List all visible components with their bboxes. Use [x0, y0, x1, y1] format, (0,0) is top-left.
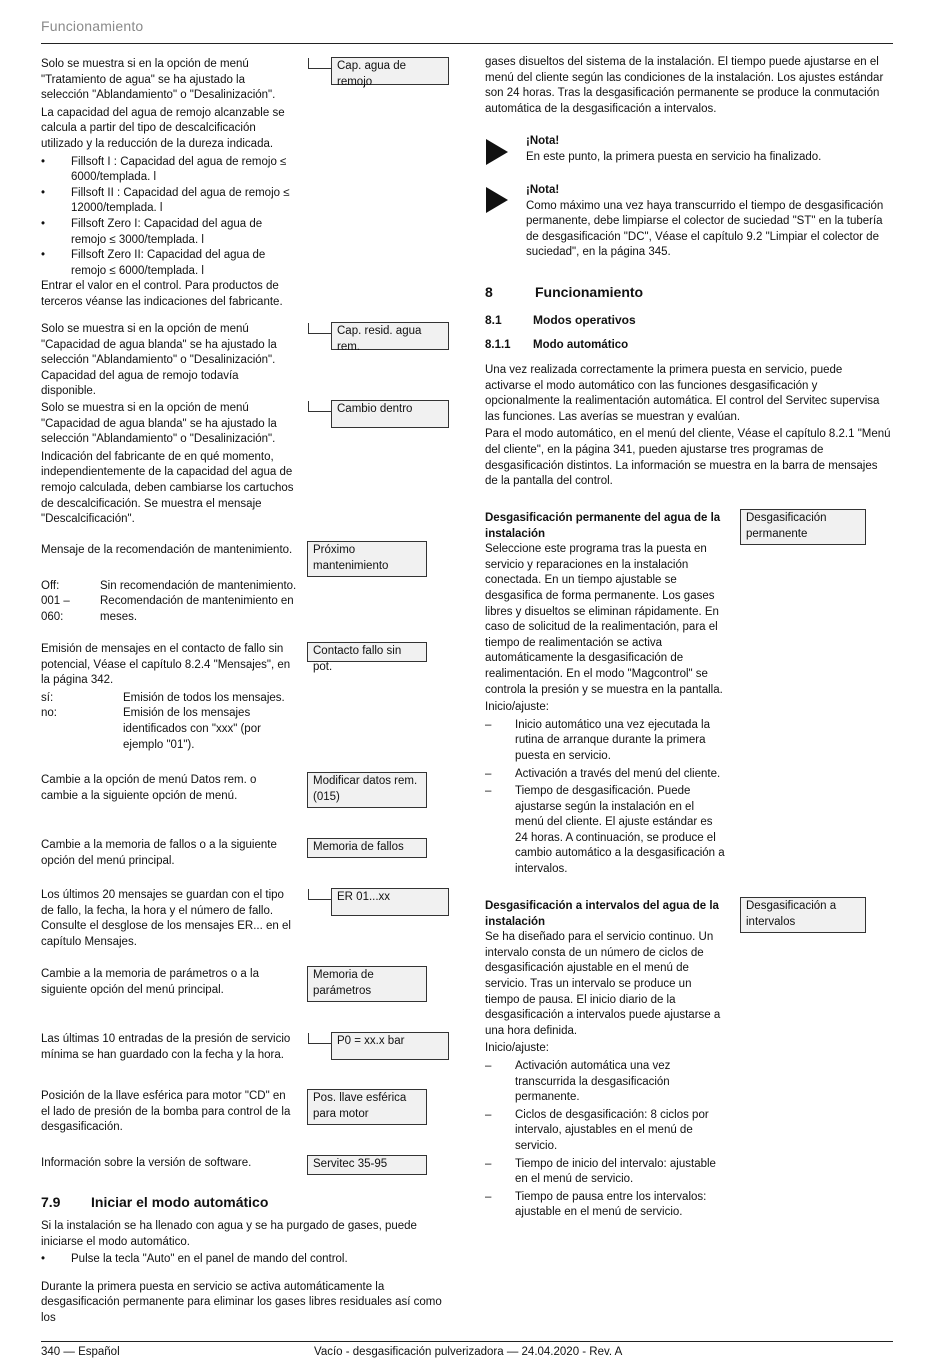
modo-automatico-body	[485, 363, 891, 492]
cambio-para-2: Indicación del fabricante de en qué momento, independientemente de la capacidad del agua de remojo calculada, deben cambiarse los cartuchos de descalcificación. Se muestra el mensaje "Descalcificación".	[41, 450, 294, 526]
footer-document-title: Vacío - desgasificación pulverizadora — 24.04.2020 - Rev. A	[314, 1346, 623, 1358]
remojo-para-3: Entrar el valor en el control. Para productos de terceros véanse las indicaciones del fabricante.	[41, 280, 283, 308]
menu-box-cap-resid: Cap. resid. agua rem.	[331, 322, 449, 350]
note-text: En este punto, la primera puesta en servicio ha finalizado.	[526, 150, 822, 163]
contacto-description	[41, 642, 293, 753]
remojo-para-2: La capacidad del agua de remojo alcanzable se calcula a partir del tipo de descalcificación utilizado y la reducción de la dureza indicada.	[41, 106, 285, 150]
heading-title: Modos operativos	[533, 313, 636, 327]
menu-box-modificar-datos: Modificar datos rem. (015)	[307, 772, 427, 808]
definition-value: Emisión de los mensajes identificados con "xxx" (por ejemplo "01").	[123, 707, 261, 751]
header-rule	[41, 43, 893, 44]
contacto-text: Emisión de mensajes en el contacto de fallo sin potencial, Véase el capítulo 8.2.4 "Mensajes", en la página 342.	[41, 643, 291, 687]
mantenimiento-description	[41, 543, 299, 625]
memoria-fallos-description: Cambie a la memoria de fallos o a la siguiente opción del menú principal.	[41, 839, 277, 867]
sec79-para-1: Si la instalación se ha llenado con agua y se ha purgado de gases, puede iniciarse el modo automático.	[41, 1220, 417, 1248]
menu-box-memoria-fallos: Memoria de fallos	[307, 838, 427, 858]
inicio-label: Inicio/ajuste:	[485, 1042, 549, 1055]
cambio-para-1: Solo se muestra si en la opción de menú "Capacidad de agua blanda" se ha ajustado la selección "Ablandamiento" o "Desalinización".	[41, 402, 277, 446]
menu-box-servitec: Servitec 35-95	[307, 1155, 427, 1175]
inicio-label: Inicio/ajuste:	[485, 701, 549, 714]
subsection-title: Desgasificación permanente del agua de la instalación	[485, 512, 721, 540]
heading-title: Iniciar el modo automático	[91, 1194, 269, 1210]
p0-description: Las últimas 10 entradas de la presión de servicio mínima se han guardado con la fecha y la hora.	[41, 1033, 291, 1061]
list-item: – Activación a través del menú del cliente.	[485, 767, 725, 783]
heading-number: 8	[485, 284, 493, 300]
remojo-para-1: Solo se muestra si en la opción de menú "Tratamiento de agua" se ha ajustado la selección "Ablandamiento" o "Desalinización".	[41, 58, 276, 102]
list-item: – Activación automática una vez transcurrida la desgasificación permanente.	[485, 1059, 725, 1106]
mantenimiento-text: Mensaje de la recomendación de mantenimiento.	[41, 544, 293, 556]
resid-description: Solo se muestra si en la opción de menú "Capacidad de agua blanda" se ha ajustado la selección "Ablandamiento" o "Desalinización". Capacidad del agua de remojo todavía disponible.	[41, 323, 277, 398]
definition-value: Sin recomendación de mantenimiento.	[100, 579, 297, 592]
definition-value: Emisión de todos los mensajes.	[123, 691, 285, 704]
sec79-body	[41, 1219, 449, 1329]
note-title: ¡Nota!	[526, 135, 560, 147]
list-item: • Fillsoft Zero II: Capacidad del agua de remojo ≤ 6000/templada. l	[41, 248, 296, 279]
list-item: • Fillsoft I : Capacidad del agua de remojo ≤ 6000/templada. l	[41, 155, 296, 186]
heading-number: 8.1	[485, 313, 502, 327]
heading-7-9	[41, 1194, 268, 1210]
note-2	[526, 183, 891, 261]
subsection-title: Desgasificación a intervalos del agua de la instalación	[485, 900, 719, 928]
list-item: – Inicio automático una vez ejecutada la rutina de arranque durante la primera puesta en servicio.	[485, 718, 725, 765]
list-item: • Pulse la tecla "Auto" en el panel de mando del control.	[41, 1252, 449, 1268]
footer-page-number: 340 — Español	[41, 1346, 120, 1358]
note-1	[526, 134, 891, 165]
subsection-text: Seleccione este programa tras la puesta en servicio y reparaciones en la instalación conectada. En un tiempo ajustable se desgasifica de forma permanente. Los gases libres y disueltos se eliminan rápidamente. En caso de solicitud de la realimentación, para el tiempo de realimentación se activa automáticamente la desgasificación de realimentación. En el modo "Magcontrol" se controla la presión y se muestra en la pantalla.	[485, 543, 723, 696]
note-title: ¡Nota!	[526, 184, 560, 196]
sec79-para-2: Durante la primera puesta en servicio se activa automáticamente la desgasificación permanente para eliminar los gases libres residuales así como los	[41, 1280, 442, 1324]
modo-para-1: Una vez realizada correctamente la primera puesta en servicio, puede activarse el modo automático con las funciones desgasificación y opcionalmente la realimentación automática. El control del Servitec supervisa las funciones. Las averías se muestran y evalúan.	[485, 364, 880, 423]
definition-term: sí:	[41, 691, 54, 704]
list-item: • Fillsoft Zero I: Capacidad del agua de remojo ≤ 3000/templada. l	[41, 217, 296, 248]
subsection-text: Se ha diseñado para el servicio continuo. Un intervalo consta de un número de ciclos de desgasificación ajustable en el menú de servicio. Tras un intervalo se produce un tiempo de pausa. El inicio diario de la desgasificación a intervalos puede ajustarse a una hora definida.	[485, 931, 721, 1037]
heading-title: Funcionamiento	[535, 284, 644, 300]
note-arrow-icon	[486, 139, 508, 165]
heading-title: Modo automático	[533, 339, 629, 351]
remojo-description	[41, 57, 296, 313]
list-item: – Tiempo de pausa entre los intervalos: ajustable en el menú de servicio.	[485, 1190, 725, 1221]
heading-number: 8.1.1	[485, 339, 511, 351]
definition-term: Off:	[41, 579, 60, 592]
note-text: Como máximo una vez haya transcurrido el tiempo de desgasificación permanente, debe limpiarse el colector de suciedad "ST" en la tubería de desgasificación "DC", Véase el capítulo 9.2 "Limpiar el colector de suciedad", en la página 345.	[526, 199, 884, 259]
heading-number: 7.9	[41, 1194, 61, 1210]
llave-description: Posición de la llave esférica para motor "CD" en el lado de presión de la bomba para control de la desgasificación.	[41, 1090, 291, 1134]
desgasificacion-intervalos	[485, 899, 725, 1223]
definition-term: 001 – 060:	[41, 595, 70, 623]
menu-box-desgasificacion-intervalos: Desgasificación a intervalos	[740, 897, 866, 933]
software-description: Información sobre la versión de software.	[41, 1157, 252, 1169]
menu-box-cambio-dentro: Cambio dentro	[331, 400, 449, 428]
definition-value: Recomendación de mantenimiento en meses.	[100, 595, 294, 623]
menu-box-contacto-fallo: Contacto fallo sin pot.	[307, 642, 427, 662]
modo-para-2: Para el modo automático, en el menú del cliente, Véase el capítulo 8.2.1 "Menú del cliente", en la página 341, pueden ajustarse tres programas de desgasificación distintos. La información se muestra en la barra de mensajes de la pantalla del control.	[485, 428, 891, 488]
desgasificacion-permanente	[485, 511, 725, 880]
list-item: – Tiempo de desgasificación. Puede ajustarse según la instalación en el menú del cliente. El ajuste estándar es 24 horas. A continuación, se produce el cambio automático a la desgasificación a intervalos.	[485, 784, 725, 878]
right-continuation: gases disueltos del sistema de la instalación. El tiempo puede ajustarse en el menú del cliente según las condiciones de la instalación. Los ajustes estándar son 24 horas. Tras la desgasificación permanente se produce la conmutación automática de la desgasificación a intervalos.	[485, 56, 884, 115]
list-item: – Tiempo de inicio del intervalo: ajustable en el menú de servicio.	[485, 1157, 725, 1188]
modificar-description: Cambie a la opción de menú Datos rem. o cambie a la siguiente opción de menú.	[41, 774, 257, 802]
menu-box-llave-esferica: Pos. llave esférica para motor	[307, 1089, 427, 1125]
menu-box-proximo-mantenimiento: Próximo mantenimiento	[307, 541, 427, 577]
footer-rule	[41, 1341, 893, 1342]
heading-8-1	[485, 313, 636, 327]
memoria-parametros-description: Cambie a la memoria de parámetros o a la siguiente opción del menú principal.	[41, 968, 259, 996]
definition-term: no:	[41, 707, 57, 720]
menu-box-p0: P0 = xx.x bar	[331, 1032, 449, 1060]
note-arrow-icon	[486, 187, 508, 213]
list-item: • Fillsoft II : Capacidad del agua de remojo ≤ 12000/templada. l	[41, 186, 296, 217]
menu-box-er: ER 01...xx	[331, 888, 449, 916]
er-description: Los últimos 20 mensajes se guardan con el tipo de fallo, la fecha, la hora y el número de fallo. Consulte el desglose de los mensajes ER... en el capítulo Mensajes.	[41, 889, 291, 948]
menu-box-cap-agua-remojo: Cap. agua de remojo	[331, 57, 449, 85]
heading-8	[485, 284, 643, 300]
list-item: – Ciclos de desgasificación: 8 ciclos por intervalo, ajustables en el menú de servicio.	[485, 1108, 725, 1155]
running-header: Funcionamiento	[41, 18, 144, 34]
menu-box-desgasificacion-permanente: Desgasificación permanente	[740, 509, 866, 545]
menu-box-memoria-parametros: Memoria de parámetros	[307, 966, 427, 1002]
heading-8-1-1	[485, 339, 628, 351]
cambio-description	[41, 401, 296, 530]
